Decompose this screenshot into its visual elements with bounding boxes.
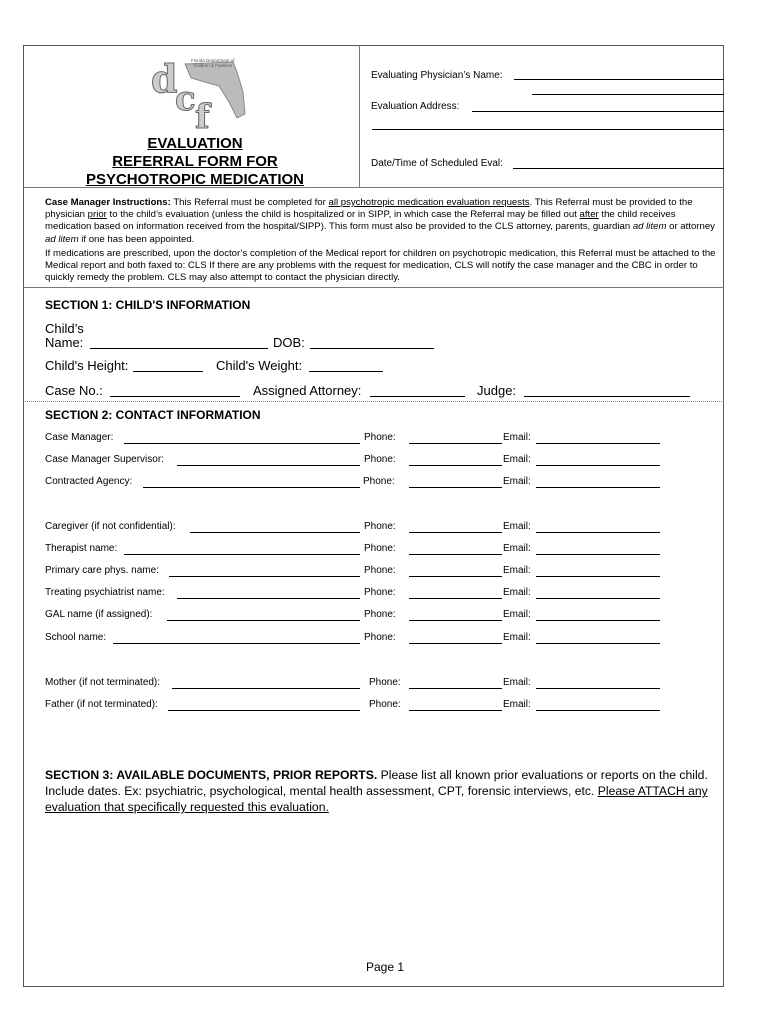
contact-name-field[interactable] xyxy=(124,554,360,555)
child-label: Child’s xyxy=(45,321,84,336)
email-label: Email: xyxy=(503,565,531,576)
phone-label: Phone: xyxy=(369,699,401,710)
contact-label: School name: xyxy=(45,632,107,643)
judge-field[interactable] xyxy=(524,396,690,397)
dcf-logo xyxy=(145,52,255,132)
phone-label: Phone: xyxy=(364,609,396,620)
contact-name-field[interactable] xyxy=(143,487,360,488)
case-manager-instructions: Case Manager Instructions: This Referral must be completed for all psychotropic medication evaluation requests. This Referral must be provided to the physician prior to the child’s evaluation (unless the child is hospitalized or in SIPP, in which case the Referral may be filled out after the child receives medication based on information received from the hospital/SIPP). This form must also be provided to the CLS attorney, parents, guardian ad litem or attorney ad litem if one has been appointed. If medications are prescribed, upon the doctor’s completion of the Medical report for children on psychotropic medication, this Referral must be attached to the Medical report and both faxed to: CLS If there are any problems with the request for medication, CLS will notify the case manager and the CBC in order to quickly remedy the problem. CLS may also attempt to contact the physician directly. xyxy=(45,197,721,284)
email-label: Email: xyxy=(503,476,531,487)
section-1-heading: SECTION 1: CHILD'S INFORMATION xyxy=(45,298,251,312)
contact-label: Contracted Agency: xyxy=(45,476,133,487)
evaluating-physician-label: Evaluating Physician’s Name: xyxy=(371,70,503,81)
section-3-heading: SECTION 3: AVAILABLE DOCUMENTS, PRIOR REPORTS. xyxy=(45,768,378,782)
evaluation-address-field-2[interactable] xyxy=(372,129,724,130)
phone-field[interactable] xyxy=(409,598,502,599)
svg-text:Children & Families: Children & Families xyxy=(193,63,233,68)
email-field[interactable] xyxy=(536,710,660,711)
contact-name-field[interactable] xyxy=(177,465,360,466)
contact-label: Therapist name: xyxy=(45,543,118,554)
contact-label: Case Manager: xyxy=(45,432,114,443)
phone-field[interactable] xyxy=(409,554,502,555)
attach-instruction: Please ATTACH any evaluation that specifically requested this evaluation. xyxy=(45,784,708,814)
email-field[interactable] xyxy=(536,487,660,488)
phone-label: Phone: xyxy=(363,476,395,487)
page-number: Page 1 xyxy=(365,960,405,974)
email-label: Email: xyxy=(503,454,531,465)
contact-label: Treating psychiatrist name: xyxy=(45,587,165,598)
height-field[interactable] xyxy=(133,371,203,372)
contact-row xyxy=(0,432,770,446)
email-field[interactable] xyxy=(536,443,660,444)
email-label: Email: xyxy=(503,521,531,532)
phone-label: Phone: xyxy=(364,432,396,443)
phone-label: Phone: xyxy=(364,543,396,554)
attorney-label: Assigned Attorney: xyxy=(253,383,362,398)
email-label: Email: xyxy=(503,543,531,554)
judge-label: Judge: xyxy=(477,383,517,398)
email-field[interactable] xyxy=(536,532,660,533)
contact-row xyxy=(0,632,770,646)
form-title-line-1: EVALUATION xyxy=(147,135,243,152)
divider xyxy=(23,187,724,188)
email-field[interactable] xyxy=(536,643,660,644)
contact-label: Mother (if not terminated): xyxy=(45,677,161,688)
contact-row xyxy=(0,677,770,691)
contact-name-field[interactable] xyxy=(167,620,360,621)
email-label: Email: xyxy=(503,632,531,643)
email-field[interactable] xyxy=(536,576,660,577)
contact-label: Case Manager Supervisor: xyxy=(45,454,164,465)
phone-label: Phone: xyxy=(364,587,396,598)
phone-field[interactable] xyxy=(409,487,502,488)
dob-field[interactable] xyxy=(310,348,434,349)
email-field[interactable] xyxy=(536,620,660,621)
section-2-heading: SECTION 2: CONTACT INFORMATION xyxy=(45,408,261,422)
contact-name-field[interactable] xyxy=(124,443,360,444)
dob-label: DOB: xyxy=(273,335,305,350)
contact-row xyxy=(0,454,770,468)
case-number-field[interactable] xyxy=(110,396,240,397)
phone-field[interactable] xyxy=(409,532,502,533)
email-label: Email: xyxy=(503,432,531,443)
contact-label: Father (if not terminated): xyxy=(45,699,158,710)
email-label: Email: xyxy=(503,699,531,710)
phone-label: Phone: xyxy=(369,677,401,688)
contact-name-field[interactable] xyxy=(190,532,360,533)
form-title-line-3: PSYCHOTROPIC MEDICATION xyxy=(85,171,305,188)
evaluation-address-field[interactable] xyxy=(472,111,724,112)
date-time-field[interactable] xyxy=(513,168,724,169)
evaluating-physician-field[interactable] xyxy=(514,79,724,80)
email-field[interactable] xyxy=(536,465,660,466)
evaluating-physician-field-2[interactable] xyxy=(532,94,724,95)
phone-field[interactable] xyxy=(409,710,502,711)
contact-row xyxy=(0,476,770,490)
weight-field[interactable] xyxy=(309,371,383,372)
email-label: Email: xyxy=(503,677,531,688)
contact-row xyxy=(0,587,770,601)
svg-text:Florida Department of: Florida Department of xyxy=(191,58,235,63)
form-title-line-2: REFERRAL FORM FOR xyxy=(112,153,278,170)
child-name-field[interactable] xyxy=(90,348,268,349)
contact-label: Primary care phys. name: xyxy=(45,565,159,576)
evaluation-address-label: Evaluation Address: xyxy=(371,101,460,112)
phone-label: Phone: xyxy=(364,565,396,576)
contact-name-field[interactable] xyxy=(168,710,360,711)
contact-name-field[interactable] xyxy=(177,598,360,599)
phone-label: Phone: xyxy=(364,521,396,532)
contact-label: GAL name (if assigned): xyxy=(45,609,153,620)
header-divider xyxy=(359,45,360,187)
svg-text:d: d xyxy=(151,56,178,101)
svg-text:f: f xyxy=(195,97,210,132)
email-field[interactable] xyxy=(536,598,660,599)
contact-name-field[interactable] xyxy=(113,643,360,644)
phone-field[interactable] xyxy=(409,443,502,444)
email-label: Email: xyxy=(503,587,531,598)
contact-name-field[interactable] xyxy=(172,688,360,689)
contact-label: Caregiver (if not confidential): xyxy=(45,521,176,532)
contact-row xyxy=(0,565,770,579)
phone-field[interactable] xyxy=(409,620,502,621)
email-field[interactable] xyxy=(536,554,660,555)
phone-field[interactable] xyxy=(409,688,502,689)
email-label: Email: xyxy=(503,609,531,620)
phone-label: Phone: xyxy=(364,632,396,643)
weight-label: Child's Weight: xyxy=(216,358,303,373)
email-field[interactable] xyxy=(536,688,660,689)
medication-instructions: If medications are prescribed, upon the doctor’s completion of the Medical report for children on psychotropic medication, this Referral must be attached to the Medical report and both faxed to: CLS If there are any problems with the request for medication, CLS will notify the case manager and the CBC in order to quickly remedy the problem. CLS may also attempt to contact the physician directly. xyxy=(45,247,716,284)
contact-row xyxy=(0,543,770,557)
phone-field[interactable] xyxy=(409,576,502,577)
contact-row xyxy=(0,699,770,713)
section-3-text: SECTION 3: AVAILABLE DOCUMENTS, PRIOR REPORTS. Please list all known prior evaluations or reports on the child. Include dates. Ex: psychiatric, psychological, mental health assessment, CPT, forensic interviews, etc. Please ATTACH any evaluation that specifically requested this evaluation. xyxy=(45,768,708,814)
phone-field[interactable] xyxy=(409,465,502,466)
date-time-label: Date/Time of Scheduled Eval: xyxy=(371,158,503,169)
divider xyxy=(23,287,724,288)
contact-row xyxy=(0,521,770,535)
phone-label: Phone: xyxy=(364,454,396,465)
child-name-label: Name: xyxy=(45,335,84,350)
case-number-label: Case No.: xyxy=(45,383,103,398)
phone-field[interactable] xyxy=(409,643,502,644)
divider xyxy=(23,401,724,402)
svg-text:c: c xyxy=(175,79,196,119)
contact-row xyxy=(0,609,770,623)
attorney-field[interactable] xyxy=(370,396,465,397)
contact-name-field[interactable] xyxy=(169,576,360,577)
height-label: Child's Height: xyxy=(45,358,129,373)
